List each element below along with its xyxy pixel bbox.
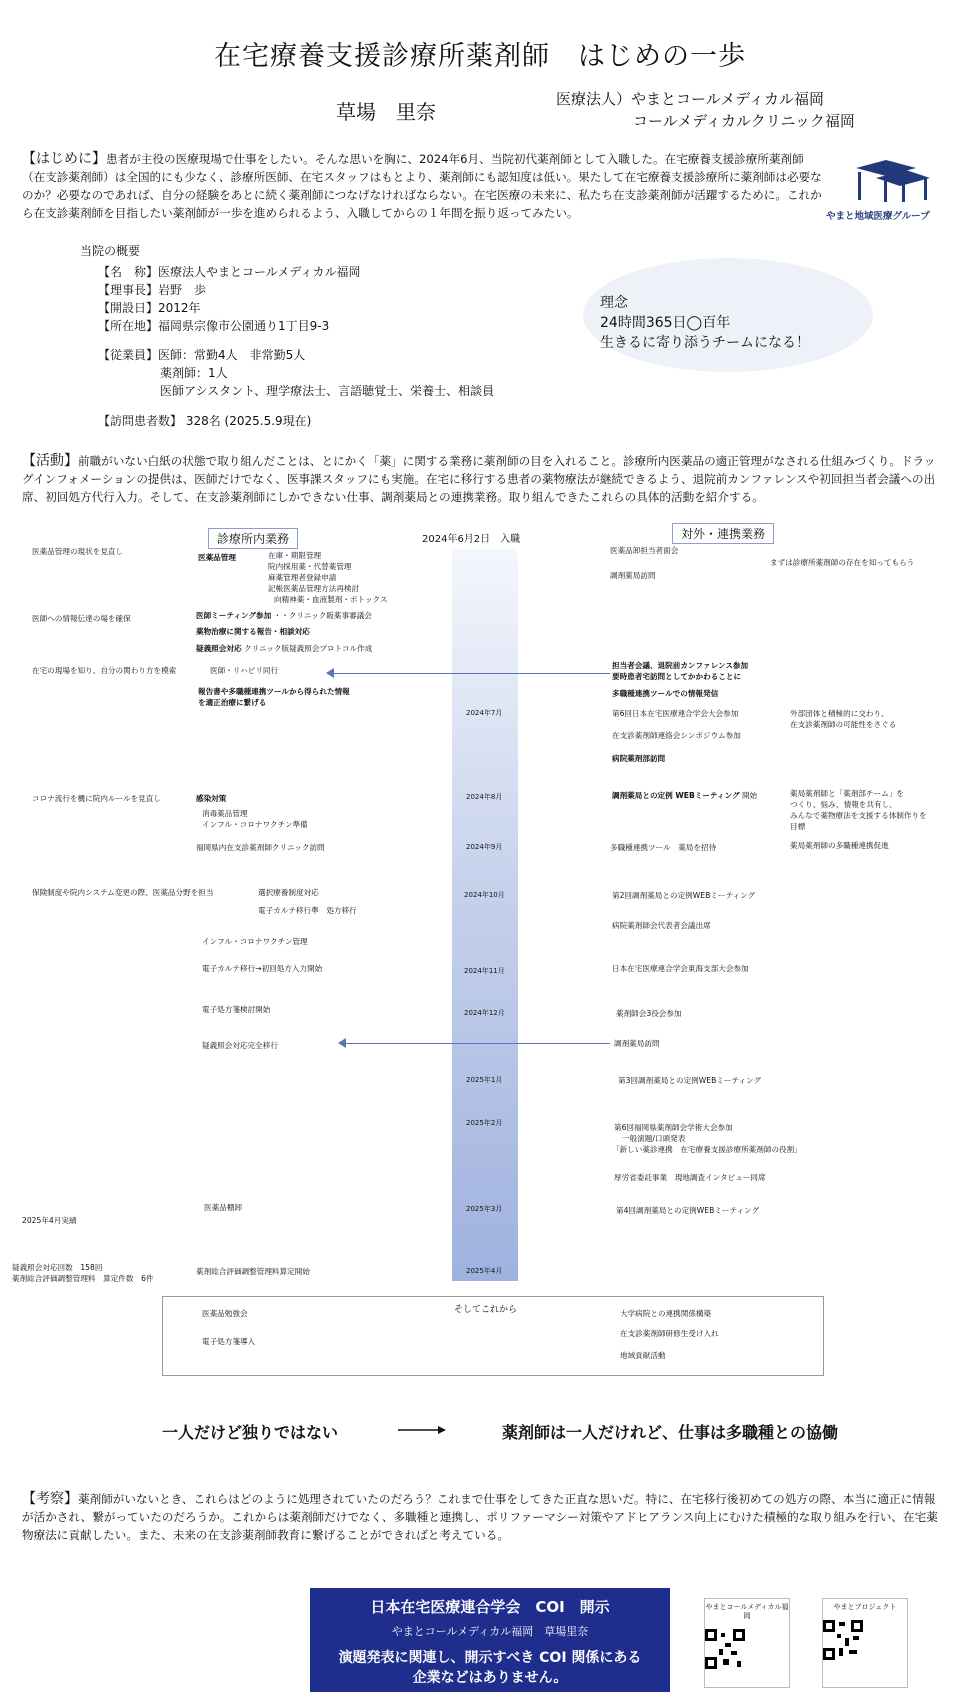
doctor-meeting-label: 医師ミーティング参加 — [196, 611, 272, 620]
ekarte-prep: 電子カルテ移行準 処方移行 — [258, 906, 357, 915]
drug-mgmt-item: 記帳医薬品管理方法再検討 — [268, 584, 360, 593]
coi-line2: 企業などはありません。 — [412, 1670, 568, 1686]
external-header: 対外・連携業務 — [672, 523, 774, 544]
overview-heading: 当院の概要 — [80, 244, 141, 258]
overview-opened: 【開設日】2012年 — [98, 301, 201, 315]
team-line4: 目標 — [790, 822, 806, 831]
overview-patients: 【訪問患者数】 328名 (2025.5.9現在) — [98, 414, 312, 428]
tool-promote: 薬局薬剤師の多職種連携促進 — [790, 841, 889, 850]
overview-address: 【所在地】福岡県宗像市公園通り1丁目9-3 — [98, 319, 330, 333]
qr-label-left: やまとコールメディカル福岡 — [705, 1603, 789, 1620]
oral-presentation: 一般演題/口頭発表 — [622, 1134, 686, 1143]
qr-card-right — [822, 1598, 908, 1688]
drug-mgmt-item: 院内採用薬・代替薬管理 — [268, 562, 352, 571]
hospital-rep: 病院薬剤師会代表者会議出席 — [612, 921, 711, 930]
month-label: 2024年9月 — [466, 843, 503, 851]
mhlw-interview: 厚労省委託事業 現地調査インタビュー同席 — [614, 1173, 766, 1182]
overview-name: 【名 称】医療法人やまとコールメディカル福岡 — [98, 265, 361, 279]
tool-invite: 多職種連携ツール 薬局を招待 — [610, 843, 717, 852]
month-label: 2024年12月 — [464, 1009, 505, 1017]
inquiry-detail: クリニック版疑義照会プロトコル作成 — [243, 644, 373, 653]
drug-mgmt-item: 向精神薬・血液製剤・ボトックス — [274, 595, 388, 604]
month-label: 2024年8月 — [466, 793, 503, 801]
author-name: 草場 里奈 — [336, 100, 436, 124]
month-label: 2024年10月 — [464, 891, 505, 899]
discussion-section — [22, 1490, 938, 1544]
discussion-text: 薬剤師がいないとき、これらはどのように処理されていたのだろう？これまで仕事をしてきた正直な思いだ。特に、在宅移行後初めての処方の際、本当に適正に情報が活かされ、繋がっていたのだろうか。これからは薬剤師だけでなく、多職種と連携し、ポリファーマシー対策やアドヒアランス向上にむけた積極的な取り組みを行い、在宅薬物療法に貢献したい。また、未来の在支診薬剤師教育に繋げることができればと考えている。 — [22, 1492, 938, 1542]
web-3: 第3回調剤薬局との定例WEBミーティング — [618, 1076, 762, 1085]
timeline-bar — [452, 549, 518, 1281]
arrow-left-icon — [338, 1038, 346, 1048]
team-line3: みんなで薬物療法を支援する体制作りを — [790, 811, 927, 820]
symposium: 在支診薬剤師連絡会シンポジウム参加 — [612, 731, 741, 740]
logo-text: やまと地域医療グループ — [826, 211, 930, 222]
inquiry-response — [196, 643, 372, 654]
doctor-meeting-detail: ・・クリニック販薬事審議会 — [273, 611, 372, 620]
web-meeting-start: 開始 — [741, 791, 758, 800]
overview-staff1: 【従業員】医師：常勤4人 非常勤5人 — [98, 348, 306, 362]
future-left2: 電子処方箋導入 — [202, 1337, 256, 1346]
month-label: 2024年11月 — [464, 967, 505, 975]
left-note: 医師への情報伝達の場を確保 — [32, 614, 131, 623]
slogan-left: 一人だけど独りではない — [162, 1423, 339, 1442]
left-note: 保険制度や院内システム変更の際、医薬品分野を担当 — [32, 888, 214, 897]
month-label: 2025年2月 — [466, 1119, 503, 1127]
clinic-visit: 福岡県内在支診薬剤師クリニック訪問 — [196, 843, 325, 852]
infection-item: インフル・コロナワクチン準備 — [202, 820, 308, 829]
arrow-left-icon — [326, 668, 334, 678]
philosophy-text — [600, 293, 810, 353]
philosophy-line2: 生きるに寄り添うチームになる！ — [600, 335, 810, 351]
report-line1: 報告書や多職種連携ツールから得られた情報 — [198, 687, 350, 696]
team-line1: 薬局薬剤師と「薬剤部チーム」を — [790, 789, 904, 798]
month-label: 2024年7月 — [466, 709, 503, 717]
inquiry-label: 疑義照会対応 — [196, 644, 242, 653]
future-heading: そしてこれから — [454, 1305, 518, 1315]
internal-header: 診療所内業務 — [208, 528, 298, 549]
activity-section — [22, 452, 938, 506]
left-note: コロナ流行を機に院内ルールを見直し — [32, 794, 161, 803]
assoc-3: 薬剤師会3役会参加 — [616, 1009, 682, 1018]
inventory: 医薬品棚卸 — [204, 1203, 242, 1212]
select-care: 選択療養制度対応 — [258, 888, 319, 897]
left-note: 医薬品管理の現状を見直し — [32, 547, 124, 556]
team-line2: つくり、悩み、情報を共有し、 — [790, 800, 897, 809]
infection-item: 消毒薬品管理 — [202, 809, 248, 818]
discussion-heading: 【考察】 — [22, 1491, 78, 1507]
qr-code-icon[interactable] — [823, 1620, 863, 1660]
coi-line1: 演題発表に関連し、開示すべき COI 関係にある — [338, 1650, 642, 1666]
branch-congress: 日本在宅医療連合学会東海支部大会参加 — [612, 964, 749, 973]
intro-heading: 【はじめに】 — [22, 151, 106, 167]
web-2: 第2回調剤薬局との定例WEBミーティング — [612, 891, 756, 900]
connector-arrow — [334, 673, 610, 674]
join-date: 2024年6月2日 入職 — [422, 534, 521, 545]
web-meeting-label: 調剤薬局との定例 WEBミーティング — [612, 791, 740, 800]
activity-heading: 【活動】 — [22, 453, 78, 469]
qr-card-left — [704, 1598, 790, 1688]
future-right2: 在支診薬剤師研修生受け入れ — [620, 1329, 719, 1338]
summary-title: 2025年4月実績 — [22, 1216, 77, 1225]
coi-box — [310, 1588, 670, 1692]
month-label: 2025年4月 — [466, 1267, 503, 1275]
outside-line2: 在支診薬剤師の可能性をさぐる — [790, 720, 897, 729]
eprescription-study: 電子処方箋検討開始 — [202, 1005, 271, 1014]
congress-6: 第6回日本在宅医療連合学会大会参加 — [612, 709, 739, 718]
hospital-visit: 病院薬剤部訪問 — [612, 754, 666, 763]
philosophy-label: 理念 — [600, 295, 628, 311]
poster-title: 在宅療養支援診療所薬剤師 はじめの一歩 — [214, 41, 746, 72]
affiliation-line2: コールメディカルクリニック福岡 — [633, 112, 855, 130]
fukuoka-6: 第6回福岡県薬剤師会学術大会参加 — [614, 1123, 733, 1132]
outside-line1: 外部団体と積極的に交わり、 — [790, 709, 889, 718]
month-label: 2025年1月 — [466, 1076, 503, 1084]
left-note: 在宅の現場を知り、自分の関わり方を模索 — [32, 666, 177, 675]
web-meeting — [612, 790, 757, 801]
qr-label-right: やまとプロジェクト — [833, 1603, 897, 1611]
doctor-meeting — [196, 610, 372, 621]
web-4: 第4回調剤薬局との定例WEBミーティング — [616, 1206, 760, 1215]
connector-arrow — [346, 1043, 610, 1044]
ekarte-move: 電子カルテ移行→初回処方入力開始 — [202, 964, 323, 973]
wholesaler-meeting: 医薬品卸担当者面会 — [610, 546, 679, 555]
coi-title: 日本在宅医療連合学会 COI 開示 — [370, 1598, 610, 1616]
conference-line1: 担当者会議、退院前カンファレンス参加 — [612, 661, 749, 670]
future-right1: 大学病院との連携関係構築 — [620, 1309, 712, 1318]
overview-staff2: 薬剤師：1人 — [160, 366, 228, 380]
oral-title: 「新しい薬診連携 在宅療養支援診療所薬剤師の役割」 — [612, 1145, 802, 1154]
conference-line2: 要時患者宅訪問としてかかわることに — [612, 672, 742, 681]
first-know: まずは診療所薬剤師の存在を知ってもらう — [770, 558, 915, 567]
pharmacy-visit: 調剤薬局訪問 — [610, 571, 656, 580]
overview-director: 【理事長】岩野 歩 — [98, 283, 207, 297]
future-left1: 医薬品勉強会 — [202, 1309, 248, 1318]
activity-text: 前職がいない白紙の状態で取り組んだことは、とにかく「薬」に関する業務に薬剤師の目を入れること。診療所内医薬品の適正管理がなされる仕組みづくり。ドラッグインフォメーションの提供は、医師だけでなく、医事課スタッフにも実施。在宅に移行する患者の薬物療法が継続できるよう、退院前カンファレンスや初回担当者会議への出席、初回処方代行入力。そして、在支診薬剤師にしかできない仕事、調剤薬局との連携業務。取り組んできたこれらの具体的活動を紹介する。 — [22, 454, 936, 504]
month-label: 2025年3月 — [466, 1205, 503, 1213]
rehab-accompany: 医師・リハビリ同行 — [210, 666, 279, 675]
assessment-start: 薬剤総合評価調整管理料算定開始 — [196, 1267, 310, 1276]
intro-text: 患者が主役の医療現場で仕事をしたい。そんな思いを胸に、2024年6月、当院初代薬剤師として入職した。在宅療養支援診療所薬剤師（在支診薬剤師）は全国的にも少なく、診療所医師、在宅スタッフはもとより、薬剤師にも認知度は低い。果たして在宅療養支援診療所に薬剤師は必要なのか？必要なのであれば、自分の経験をあとに続く薬剤師につなげなければならない。在宅医療の未来に、私たち在支診薬剤師が活躍するために。これから在支診薬剤師を目指したい薬剤師が一歩を進められるよう、入職してからの１年間を振り返ってみたい。 — [22, 152, 822, 220]
affiliation-line1: 医療法人）やまとコールメディカル福岡 — [556, 90, 825, 108]
report-line2: を適正治療に繋げる — [198, 698, 267, 707]
drug-mgmt-item: 麻薬管理者登録申請 — [268, 573, 337, 582]
drug-report: 薬物治療に関する報告・相談対応 — [196, 627, 310, 636]
tool-info: 多職種連携ツールでの情報発信 — [612, 689, 719, 698]
future-right3: 地域貢献活動 — [620, 1351, 666, 1360]
arrow-right-icon — [398, 1424, 446, 1436]
coi-author: やまとコールメディカル福岡 草場里奈 — [391, 1625, 589, 1638]
vaccine-management: インフル・コロナワクチン管理 — [202, 937, 308, 946]
drug-management: 医薬品管理 — [198, 553, 236, 562]
pharmacy-visit: 調剤薬局訪問 — [614, 1039, 660, 1048]
summary-line2: 薬剤総合評価調整管理料 算定件数 6件 — [12, 1274, 154, 1283]
drug-mgmt-item: 在庫・期限管理 — [268, 551, 322, 560]
overview-staff3: 医師アシスタント、理学療法士、言語聴覚士、栄養士、相談員 — [160, 384, 495, 398]
slogan-right: 薬剤師は一人だけれど、仕事は多職種との協働 — [502, 1423, 839, 1442]
infection-control: 感染対策 — [196, 794, 227, 803]
inquiry-complete: 疑義照会対応完全移行 — [202, 1041, 278, 1050]
summary-line1: 疑義照会対応回数 158回 — [12, 1263, 103, 1272]
philosophy-line1: 24時間365日◯百年 — [600, 315, 731, 331]
intro-section — [22, 150, 822, 222]
qr-code-icon[interactable] — [705, 1629, 745, 1669]
